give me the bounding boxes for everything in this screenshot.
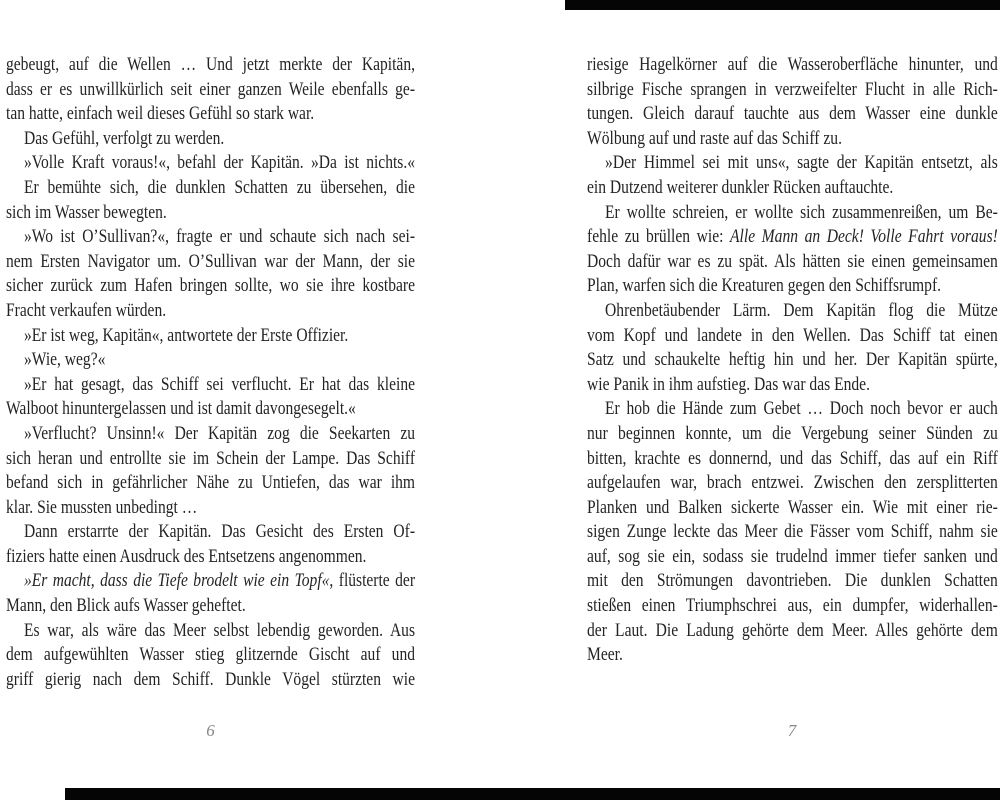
text-segment: Walboot hinuntergelassen und ist damit davongesegelt.« (6, 398, 356, 420)
text-segment: wie Panik in ihm aufstieg. Das war das Ende. (587, 373, 870, 395)
text-segment: dem aufgewühlten Wasser stieg glitzernde Gischt auf und (6, 644, 415, 666)
text-segment: riesige Hagelkörner auf die Wasseroberfläche hinunter, und (587, 54, 998, 75)
text-line (587, 201, 998, 226)
text-line (6, 447, 415, 472)
text-line (6, 422, 415, 447)
text-line (587, 496, 998, 521)
text-segment: sich im Wasser bewegten. (6, 201, 167, 223)
text-segment: aufgelaufen war, brach entzwei. Zwischen den zersplitterten (587, 472, 998, 494)
text-segment: Fracht verkaufen würden. (6, 299, 167, 321)
text-segment: Ohrenbetäubender Lärm. Dem Kapitän flog die Mütze (605, 299, 998, 321)
text-segment: »Volle Kraft voraus!«, befahl der Kapitän. »Da ist nichts.« (23, 152, 415, 174)
text-segment: mit den Strömungen davontrieben. Die dunklen Schatten (587, 570, 998, 592)
text-line (6, 274, 415, 299)
text-segment: Wölbung auf und raste auf das Schiff zu. (587, 127, 842, 149)
text-segment: vom Kopf und landete in den Wellen. Das Schiff tat einen (587, 324, 998, 346)
text-line (6, 643, 415, 668)
italic-text-segment: Alle Mann an Deck! Volle Fahrt voraus! (730, 226, 998, 248)
text-segment: »Er hat gesagt, das Schiff sei verflucht. Er hat das kleine (23, 373, 415, 395)
text-line (6, 668, 415, 693)
scan-artifact-bottom-bar (65, 788, 1000, 800)
text-line (6, 520, 415, 545)
text-segment: ein Dutzend weiterer dunkler Rücken auftauchte. (587, 176, 894, 198)
text-segment: stießen einen Triumphschrei aus, ein dumpfer, widerhallen- (587, 595, 998, 617)
text-segment: klar. Sie mussten unbedingt … (6, 496, 198, 518)
text-line (587, 373, 998, 398)
text-line (587, 299, 998, 324)
text-line (6, 78, 415, 103)
scan-artifact-top-bar (565, 0, 1000, 10)
page-left-text (6, 53, 415, 692)
text-segment: Meer. (587, 644, 623, 666)
text-line (6, 545, 415, 570)
text-segment: silbrige Fische sprangen in verzweifelter Flucht in alle Rich- (587, 78, 998, 100)
text-segment: Es war, als wäre das Meer selbst lebendig geworden. Aus (23, 619, 415, 641)
text-line (587, 78, 998, 103)
text-line (6, 569, 415, 594)
text-segment: nur beginnen konnte, um die Vergebung seiner Sünden zu (587, 422, 998, 444)
page-right-text (587, 53, 998, 668)
text-line (6, 151, 415, 176)
text-segment: auf, sog sie ein, sodass sie trudelnd immer tiefer sanken und (587, 545, 998, 567)
text-segment: »Der Himmel sei mit uns«, sagte der Kapitän entsetzt, als (605, 152, 998, 174)
text-line (6, 225, 415, 250)
text-segment: »Wo ist O’Sullivan?«, fragte er und schaute sich nach sei- (23, 226, 415, 248)
text-segment: Das Gefühl, verfolgt zu werden. (23, 127, 225, 149)
text-line (587, 594, 998, 619)
text-segment: bitten, krachte es donnernd, und das Schiff, das auf ein Riff (587, 447, 998, 469)
text-line (587, 422, 998, 447)
text-line (587, 471, 998, 496)
text-segment: Er hob die Hände zum Gebet … Doch noch bevor er auch (605, 398, 998, 420)
text-segment: fehle zu brüllen wie: (587, 226, 731, 248)
text-line (6, 250, 415, 275)
text-segment: tan hatte, einfach weil dieses Gefühl so stark war. (6, 103, 315, 125)
text-line (587, 348, 998, 373)
text-line (6, 619, 415, 644)
text-line (587, 619, 998, 644)
text-line (6, 299, 415, 324)
text-line (587, 176, 998, 201)
text-line (587, 447, 998, 472)
text-line (6, 471, 415, 496)
text-line (587, 225, 998, 250)
text-line (6, 201, 415, 226)
text-line (6, 373, 415, 398)
text-line (587, 151, 998, 176)
text-segment: befand sich in gefährlicher Nähe zu Untiefen, das war ihm (6, 472, 415, 494)
text-line (6, 324, 415, 349)
text-line (6, 176, 415, 201)
text-segment: Doch dafür war es zu spät. Als hätten sie einen gemeinsamen (587, 250, 998, 272)
text-line (587, 545, 998, 570)
text-segment: »Er ist weg, Kapitän«, antwortete der Erste Offizier. (23, 324, 349, 346)
text-line (6, 594, 415, 619)
text-line (6, 53, 415, 78)
text-segment: sich heran und entrollte sie im Schein der Lampe. Das Schiff (6, 447, 415, 469)
text-segment: Er bemühte sich, die dunklen Schatten zu übersehen, die (23, 176, 415, 198)
text-segment: der Laut. Die Ladung gehörte dem Meer. Alles gehörte dem (587, 619, 998, 641)
text-segment: sigen Zunge leckte das Meer die Fässer vom Schiff, nahm sie (587, 521, 998, 543)
text-line (587, 520, 998, 545)
text-line (6, 102, 415, 127)
text-line (587, 102, 998, 127)
text-segment: Dann erstarrte der Kapitän. Das Gesicht des Ersten Of- (23, 521, 415, 543)
page-number-left: 6 (206, 721, 215, 740)
text-segment: Er wollte schreien, er wollte sich zusammenreißen, um Be- (605, 201, 998, 223)
text-segment: Plan, warfen sich die Kreaturen gegen den Schiffsrumpf. (587, 275, 942, 297)
text-segment: gebeugt, auf die Wellen … Und jetzt merkte der Kapitän, (6, 54, 415, 75)
text-line (587, 127, 998, 152)
text-line (587, 274, 998, 299)
text-segment: »Wie, weg?« (23, 349, 106, 371)
text-line (587, 53, 998, 78)
text-segment: griff gierig nach dem Schiff. Dunkle Vögel stürzten wie (6, 668, 415, 690)
text-line (587, 397, 998, 422)
page-number-right: 7 (787, 721, 797, 740)
text-line (587, 324, 998, 349)
text-segment: tungen. Gleich darauf tauchte aus dem Wasser eine dunkle (587, 103, 998, 125)
text-line (6, 348, 415, 373)
text-segment: dass er es unwillkürlich seit einer ganzen Weile ebenfalls ge- (6, 78, 415, 100)
text-segment: »Verflucht? Unsinn!« Der Kapitän zog die Seekarten zu (23, 422, 415, 444)
text-line (587, 569, 998, 594)
text-segment: Satz und schaukelte heftig hin und her. Der Kapitän spürte, (587, 349, 998, 371)
text-segment: , flüsterte der (329, 570, 415, 592)
text-line (6, 127, 415, 152)
italic-text-segment: »Er macht, dass die Tiefe brodelt wie ein Topf« (23, 570, 330, 592)
text-segment: Planken und Balken sickerte Wasser ein. Wie mit einer rie- (587, 496, 998, 518)
text-segment: Mann, den Blick aufs Wasser geheftet. (6, 595, 246, 617)
text-line (587, 643, 998, 668)
text-line (587, 250, 998, 275)
text-segment: fiziers hatte einen Ausdruck des Entsetzens angenommen. (6, 545, 367, 567)
text-segment: sicher zurück zum Hafen bringen sollte, wo sie ihre kostbare (6, 275, 415, 297)
text-segment: nem Ersten Navigator um. O’Sullivan war der Mann, der sie (6, 250, 415, 272)
text-line (6, 397, 415, 422)
text-line (6, 496, 415, 521)
